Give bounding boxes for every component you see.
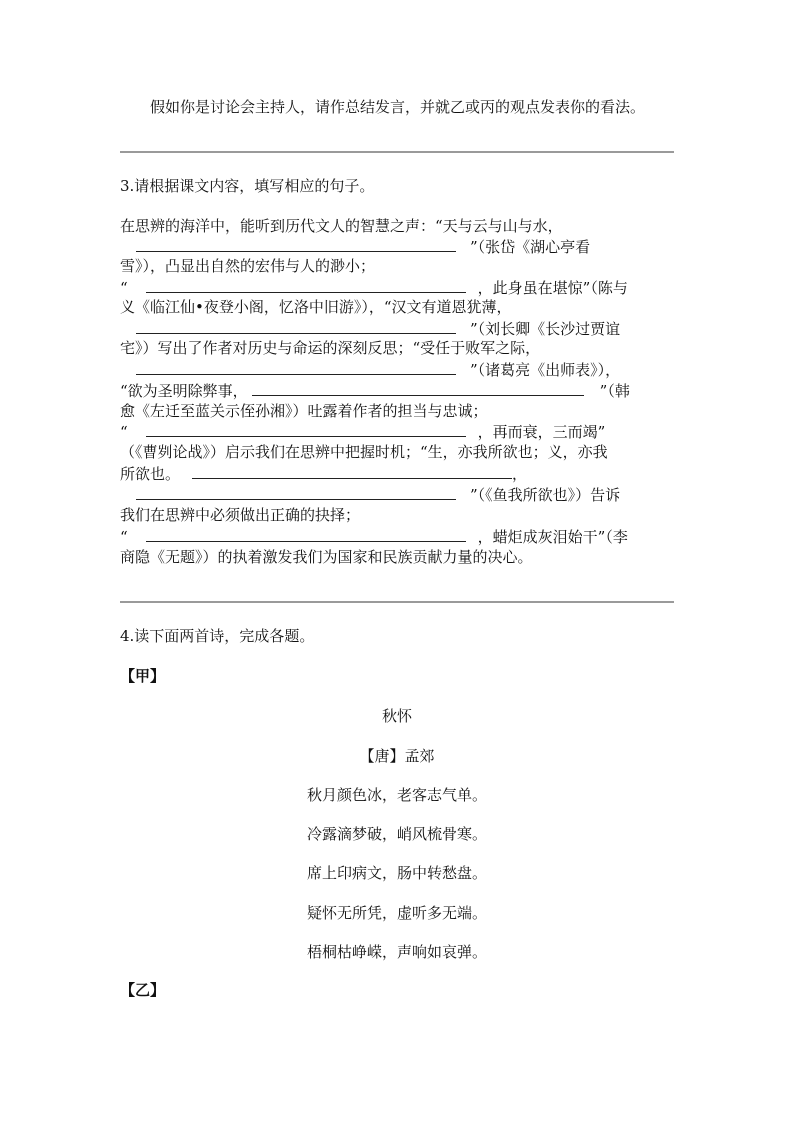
q3-line-4 [120,277,628,298]
question-4-title: 4.读下面两首诗，完成各题。 [120,627,315,645]
q3-line-9-end: ”（韩 [599,382,630,400]
section-divider [120,151,674,153]
answer-blank[interactable] [146,421,466,437]
poem-line: 疑怀无所凭，虚听多无端。 [306,904,487,922]
q3-line-11 [120,421,605,442]
q3-line-6-text: ”（刘长卿《长沙过贾谊 [470,320,621,338]
q3-line-15: 我们在思辨中必须做出正确的抉择； [120,506,361,524]
poem-line: 冷露滴梦破，峭风梳骨寒。 [306,825,487,843]
q3-line-11-text: ，再而衰，三而竭” [477,423,606,441]
q3-line-13 [120,463,527,484]
q3-line-9 [120,380,630,401]
q3-line-14-text: ”（《鱼我所欲也》）告诉 [470,486,621,504]
q3-line-10: 愈《左迁至蓝关示侄孙湘》）吐露着作者的担当与忠诚； [120,402,488,420]
q3-line-5: 义《临江仙•夜登小阁，忆洛中旧游》），“汉文有道恩犹薄， [120,298,512,316]
poem-a-author: 【唐】孟郊 [359,747,435,765]
poem-b-label: 【乙】 [120,981,166,999]
answer-blank[interactable] [252,380,584,396]
comma: ， [512,465,528,483]
poem-line: 秋月颜色冰，老客志气单。 [306,786,487,804]
poem-line: 席上印病文，肠中转愁盘。 [306,864,487,882]
q3-line-4-text: ，此身虽在堪惊”（陈与 [477,279,628,297]
poem-line: 梧桐枯峥嵘，声响如哀弹。 [306,943,487,961]
answer-blank[interactable] [146,526,466,542]
q3-line-16-text: ，蜡炬成灰泪始干”（李 [477,528,628,546]
q3-line-1: 在思辨的海洋中，能听到历代文人的智慧之声：“天与云与山与水， [120,217,563,235]
q3-line-13-text: 所欲也。 [120,465,181,483]
question-3-title: 3.请根据课文内容，填写相应的句子。 [120,177,375,195]
answer-blank[interactable] [136,236,456,252]
answer-blank[interactable] [136,318,456,334]
q3-line-14 [120,484,620,505]
open-quote: “ [120,423,128,441]
q3-line-2 [120,236,590,257]
q3-line-6 [120,318,620,339]
poem-a-label: 【甲】 [120,667,166,685]
answer-blank[interactable] [136,359,456,375]
open-quote: “ [120,528,128,546]
poem-a-title: 秋怀 [381,707,412,725]
answer-blank[interactable] [136,484,456,500]
open-quote: “ [120,279,128,297]
q3-line-8 [120,359,620,380]
q3-line-16 [120,526,628,547]
q3-line-17: 商隐《无题》）的执着激发我们为国家和民族贡献力量的决心。 [120,548,533,566]
section-divider [120,601,674,603]
answer-blank[interactable] [146,277,466,293]
q3-line-2-text: ”（张岱《湖心亭看 [470,238,591,256]
q3-line-7: 宅》）写出了作者对历史与命运的深刻反思；“受任于败军之际， [120,339,541,357]
q3-line-9-text: “欲为圣明除弊事， [120,382,248,400]
q3-line-3: 雪》），凸显出自然的宏伟与人的渺小； [120,257,376,275]
discussion-instruction: 假如你是讨论会主持人，请作总结发言，并就乙或丙的观点发表你的看法。 [150,98,646,116]
q3-line-12: （《曹刿论战》）启示我们在思辨中把握时机；“生，亦我所欲也；义，亦我 [120,443,608,461]
answer-blank[interactable] [192,463,512,479]
q3-line-8-text: ”（诸葛亮《出师表》）， [470,361,621,379]
